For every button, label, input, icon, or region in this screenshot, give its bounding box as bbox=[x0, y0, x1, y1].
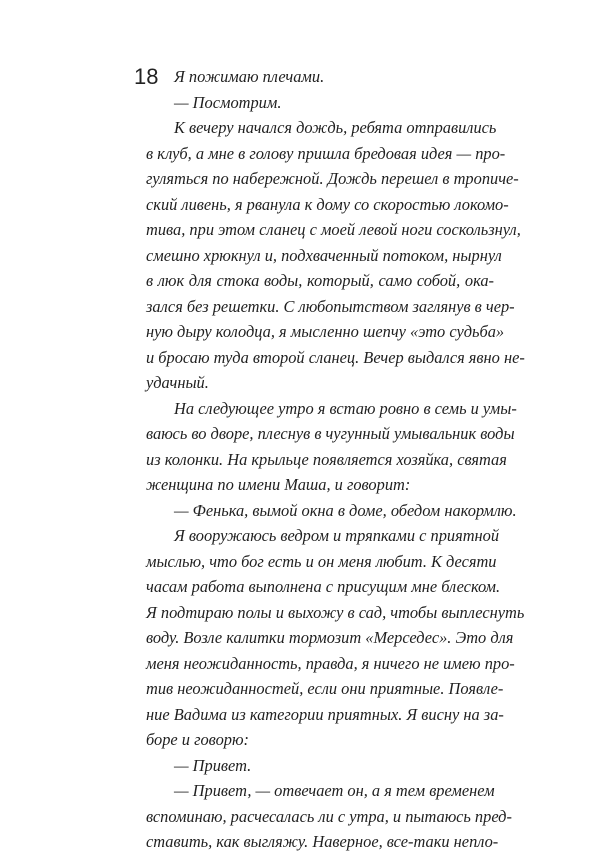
text-line: ский ливень, я рванула к дому со скоростью локомо- bbox=[146, 194, 509, 214]
text-line: ние Вадима из категории приятных. Я висну на за- bbox=[146, 704, 504, 724]
text-line: из колонки. На крыльце появляется хозяйка, святая bbox=[146, 449, 507, 469]
text-line: гуляться по набережной. Дождь перешел в тропиче- bbox=[146, 169, 519, 188]
text-line: ваюсь во дворе, плеснув в чугунный умывальник воды bbox=[146, 424, 515, 443]
text-line: тив неожиданностей, если они приятные. Появле- bbox=[146, 679, 504, 698]
text-line: боре и говорю: bbox=[146, 730, 249, 749]
text-line: удачный. bbox=[146, 373, 209, 392]
text-line: — Привет. bbox=[174, 755, 252, 775]
text-line: вспоминаю, расчесалась ли с утра, и пытаюсь пред- bbox=[146, 806, 512, 826]
text-line: зался без решетки. С любопытством заглянув в чер- bbox=[146, 296, 515, 316]
text-line: — Посмотрим. bbox=[174, 92, 282, 112]
text-line: воду. Возле калитки тормозит «Мерседес». Это для bbox=[146, 628, 514, 647]
text-line: ставить, как выгляжу. Наверное, все-таки непло- bbox=[146, 832, 499, 851]
text-line: меня неожиданность, правда, я ничего не имею про- bbox=[146, 653, 515, 673]
text-line: На следующее утро я встаю ровно в семь и умы- bbox=[174, 398, 517, 418]
text-line: Я пожимаю плечами. bbox=[174, 67, 325, 86]
text-line: Я вооружаюсь ведром и тряпками с приятной bbox=[174, 526, 500, 545]
text-line: и бросаю туда второй сланец. Вечер выдался явно не- bbox=[146, 347, 525, 367]
text-line: тива, при этом сланец с моей левой ноги соскользнул, bbox=[146, 220, 521, 239]
text-line: — Фенька, вымой окна в доме, обедом накормлю. bbox=[174, 500, 517, 520]
text-line: ную дыру колодца, я мысленно шепчу «это судьба» bbox=[146, 322, 505, 341]
page-number: 18 bbox=[134, 64, 159, 89]
text-line: в люк для стока воды, который, само собой, ока- bbox=[146, 271, 494, 290]
text-line: в клуб, а мне в голову пришла бредовая идея — про- bbox=[146, 143, 506, 163]
text-line: К вечеру начался дождь, ребята отправились bbox=[174, 118, 497, 137]
text-line: женщина по имени Маша, и говорит: bbox=[146, 475, 411, 494]
text-line: — Привет, — отвечает он, а я тем временем bbox=[174, 781, 495, 800]
text-line: смешно хрюкнул и, подхваченный потоком, нырнул bbox=[146, 245, 502, 265]
text-line: мыслью, что бог есть и он меня любит. К десяти bbox=[146, 551, 497, 571]
text-line: часам работа выполнена с присущим мне блеском. bbox=[146, 577, 501, 596]
page-text bbox=[146, 64, 525, 855]
text-line: Я подтираю полы и выхожу в сад, чтобы выплеснуть bbox=[146, 602, 525, 622]
